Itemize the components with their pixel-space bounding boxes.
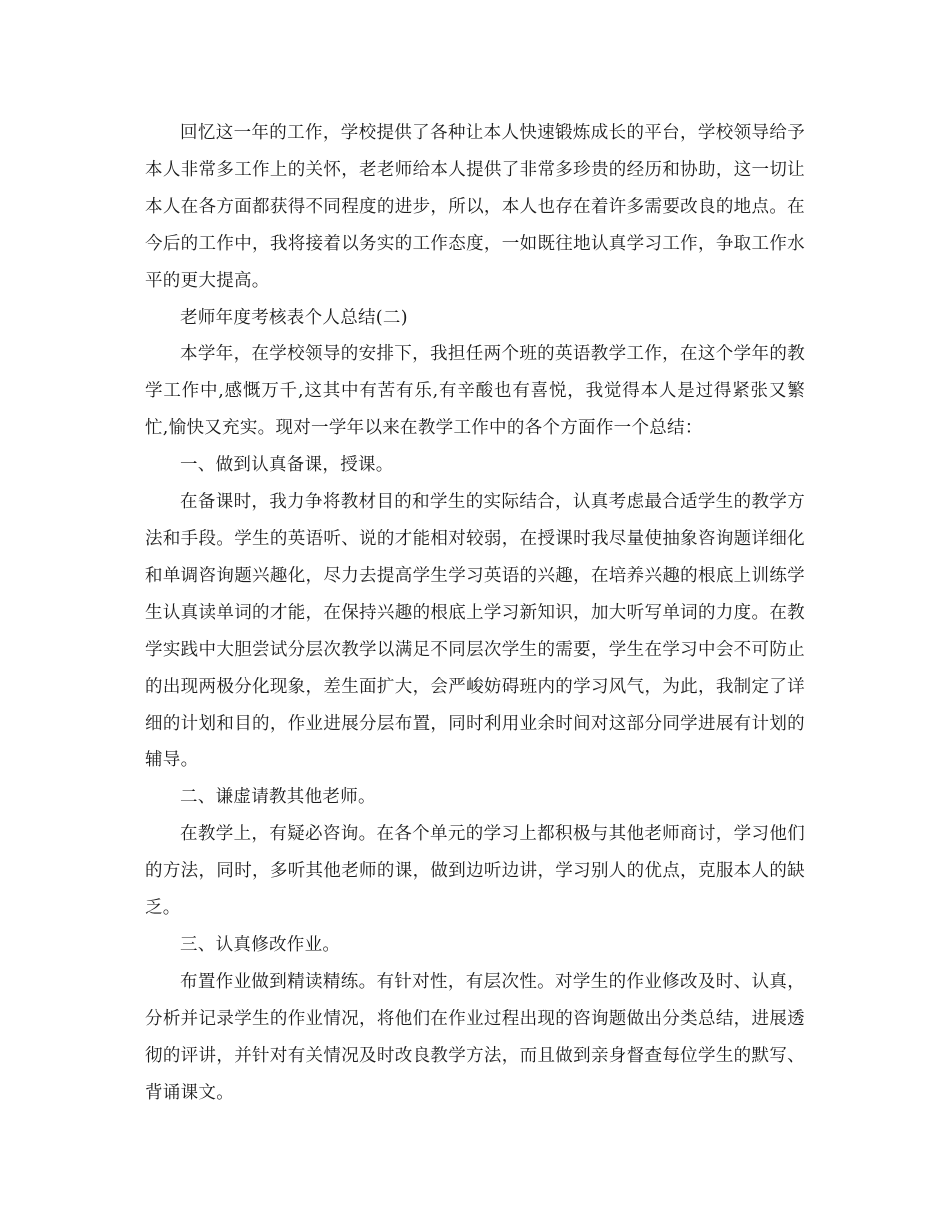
heading-lesson-prep: 一、做到认真备课，授课。 — [180, 455, 394, 476]
section-title: 老师年度考核表个人总结(二) — [180, 307, 408, 328]
heading-homework: 三、认真修改作业。 — [180, 934, 341, 955]
document-body — [145, 115, 805, 1111]
paragraph-intro: 本学年，在学校领导的安排下，我担任两个班的英语教学工作，在这个学年的教学工作中,感慨万千,这其中有苦有乐,有辛酸也有喜悦，我觉得本人是过得紧张又繁忙,愉快又充实。现对一学年以来在教学工作中的各个方面作一个总结： — [145, 344, 805, 439]
heading-consult-teachers: 二、谦虚请教其他老师。 — [180, 787, 376, 808]
paragraph-lesson-prep: 在备课时，我力争将教材目的和学生的实际结合，认真考虑最合适学生的教学方法和手段。学生的英语听、说的才能相对较弱，在授课时我尽量使抽象咨询题详细化和单调咨询题兴趣化，尽力去提高学生学习英语的兴趣，在培养兴趣的根底上训练学生认真读单词的才能，在保持兴趣的根底上学习新知识，加大听写单词的力度。在教学实践中大胆尝试分层次教学以满足不同层次学生的需要，学生在学习中会不可防止的出现两极分化现象，差生面扩大，会严峻妨碍班内的学习风气，为此，我制定了详细的计划和目的，作业进展分层布置，同时利用业余时间对这部分同学进展有计划的辅导。 — [145, 492, 805, 771]
paragraph-homework: 布置作业做到精读精练。有针对性，有层次性。对学生的作业修改及时、认真，分析并记录学生的作业情况，将他们在作业过程出现的咨询题做出分类总结，进展透彻的评讲，并针对有关情况及时改良教学方法，而且做到亲身督查每位学生的默写、背诵课文。 — [145, 971, 805, 1103]
paragraph-consult-teachers: 在教学上，有疑必咨询。在各个单元的学习上都积极与其他老师商讨，学习他们的方法，同时，多听其他老师的课，做到边听边讲，学习别人的优点，克服本人的缺乏。 — [145, 824, 805, 919]
paragraph-review: 回忆这一年的工作，学校提供了各种让本人快速锻炼成长的平台，学校领导给予本人非常多工作上的关怀，老老师给本人提供了非常多珍贵的经历和协助，这一切让本人在各方面都获得不同程度的进步，所以，本人也存在着许多需要改良的地点。在今后的工作中，我将接着以务实的工作态度，一如既往地认真学习工作，争取工作水平的更大提高。 — [145, 123, 805, 291]
